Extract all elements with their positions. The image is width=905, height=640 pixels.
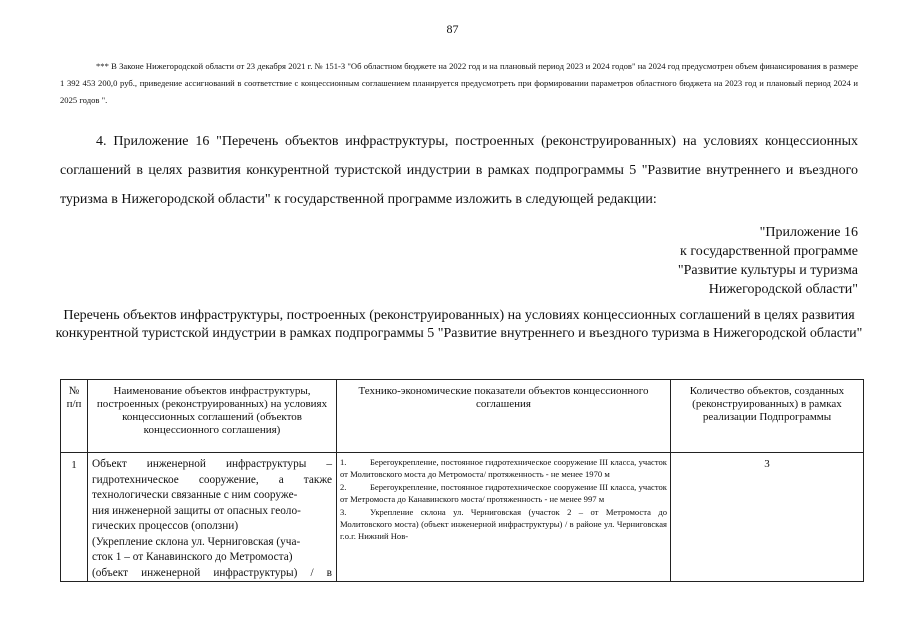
row-name-line: (объект инженерной инфраструктуры) / в bbox=[92, 566, 332, 579]
page-number: 87 bbox=[446, 22, 459, 36]
row-name-line: технологически связанные с ним сооруже- bbox=[92, 489, 298, 501]
row-name-line: сток 1 – от Канавинского до Метромоста) bbox=[92, 551, 293, 563]
paragraph-4-text: 4. Приложение 16 "Перечень объектов инфраструктуры, построенных (реконструированных) на условиях концессионных соглашений в целях развития конкурентной туристской индустрии в рамках подпрограммы 5 "Развитие внутреннего и въездного туризма в Нижегородской области" к государственной программе изложить в следующей редакции: bbox=[60, 134, 858, 207]
footnote-text: В Законе Нижегородской области от 23 декабря 2021 г. № 151-З "Об областном бюджете на 2022 год и на плановый период 2023 и 2024 годов" на 2024 год предусмотрен объем финансирования в размере 1 392 453 200,0 руб., приведение ассигнований в соответствие с концессионным соглашением планируется предусмотреть при формировании параметров областного бюджета на 2023 год и плановый период 2024 и 2025 годов ". bbox=[60, 61, 859, 105]
indicator-number: 3. bbox=[340, 506, 347, 517]
appendix-line-4: Нижегородской области" bbox=[708, 282, 858, 297]
row-num: 1 bbox=[61, 453, 88, 582]
row-name bbox=[88, 453, 337, 582]
indicator-item bbox=[340, 481, 667, 506]
row-name-line: (Укрепление склона ул. Черниговская (уча- bbox=[92, 535, 301, 548]
paragraph-4 bbox=[60, 127, 858, 214]
row-name-line: гидротехническое сооружение, а также bbox=[92, 473, 332, 486]
list-title: Перечень объектов инфраструктуры, построенных (реконструированных) на условиях концессионных соглашений в целях развития конкурентной туристской индустрии в рамках подпрограммы 5 "Развитие внутреннего и въездного туризма в Нижегородской области" bbox=[55, 308, 863, 341]
header-count: Количество объектов, созданных (реконструированных) в рамках реализации Подпрограммы bbox=[671, 380, 864, 453]
indicator-item bbox=[340, 506, 667, 543]
table-header-row bbox=[61, 380, 864, 453]
header-num: № п/п bbox=[61, 380, 88, 453]
appendix-line-1: "Приложение 16 bbox=[759, 225, 858, 240]
indicator-item bbox=[340, 456, 667, 481]
indicator-text: Берегоукрепление, постоянное гидротехническое сооружение III класса, участок от Молитовского моста до Метромоста/ протяженность - не менее 1970 м bbox=[340, 457, 667, 480]
header-indicators: Технико-экономические показатели объектов концессионного соглашения bbox=[337, 380, 671, 453]
row-name-line: Объект инженерной инфраструктуры – bbox=[92, 458, 332, 470]
header-name: Наименование объектов инфраструктуры, построенных (реконструированных) на условиях концессионных соглашений (объектов концессионного соглашения) bbox=[88, 380, 337, 453]
row-name-line: гических процессов (оползни) bbox=[92, 520, 239, 532]
appendix-header bbox=[558, 223, 858, 299]
appendix-line-3: "Развитие культуры и туризма bbox=[677, 263, 858, 278]
row-count: 3 bbox=[671, 453, 864, 582]
indicator-text: Укрепление склона ул. Черниговская (участок 2 – от Метромоста до Молитовского моста) (объект инженерной инфраструктуры) / в районе ул. Черниговская г.о.г. Нижний Нов- bbox=[340, 506, 667, 542]
footnote bbox=[60, 58, 858, 109]
footnote-marker: *** bbox=[96, 61, 109, 71]
appendix-line-2: к государственной программе bbox=[680, 244, 858, 259]
row-name-line: ния инженерной защиты от опасных геоло- bbox=[92, 504, 301, 517]
objects-table bbox=[60, 379, 864, 582]
row-indicators bbox=[337, 453, 671, 582]
indicator-number: 2. bbox=[340, 481, 347, 492]
table-row bbox=[61, 453, 864, 582]
indicator-number: 1. bbox=[340, 457, 347, 467]
indicator-text: Берегоукрепление, постоянное гидротехническое сооружение III класса, участок от Метромоста до Канавинского моста/ протяженность - не менее 997 м bbox=[340, 481, 667, 505]
